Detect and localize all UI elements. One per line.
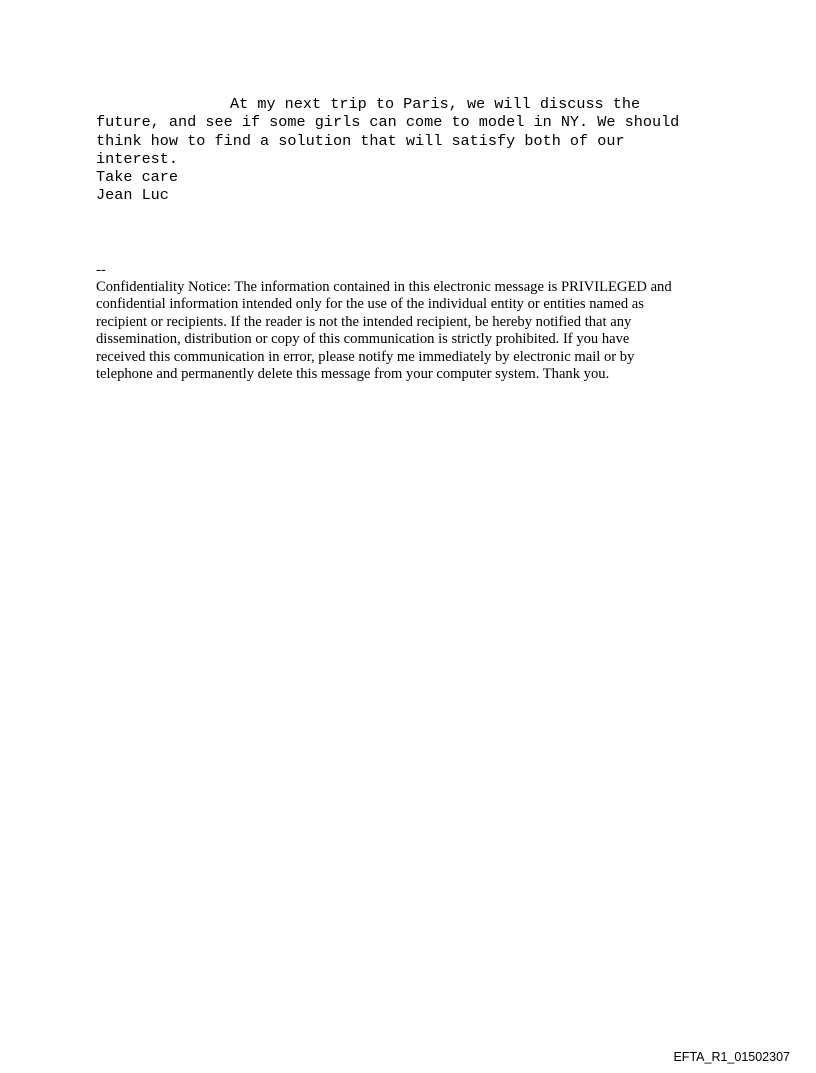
email-body-line: interest. [96,149,179,168]
email-body-line: future, and see if some girls can come to model in NY. We should [96,113,680,132]
notice-line: confidential information intended only for the use of the individual entity or entities named as [96,296,644,313]
email-body-line: At my next trip to Paris, we will discuss the [230,95,641,113]
document-id: EFTA_R1_01502307 [673,1050,790,1064]
closing-line: Take care [96,168,179,187]
notice-line: Confidentiality Notice: The information contained in this electronic message is PRIVILEGED and [96,279,672,295]
notice-line: dissemination, distribution or copy of this communication is strictly prohibited. If you have [96,331,630,348]
sender-name: Jean Luc [96,186,169,205]
confidentiality-notice [96,279,736,383]
notice-line: telephone and permanently delete this message from your computer system. Thank you. [96,366,610,383]
signature-separator: -- [96,262,106,278]
notice-line: received this communication in error, please notify me immediately by electronic mail or by [96,348,635,365]
notice-line: recipient or recipients. If the reader is not the intended recipient, be hereby notified that any [96,313,632,330]
email-body [96,95,736,205]
email-body-line: think how to find a solution that will satisfy both of our [96,131,625,150]
